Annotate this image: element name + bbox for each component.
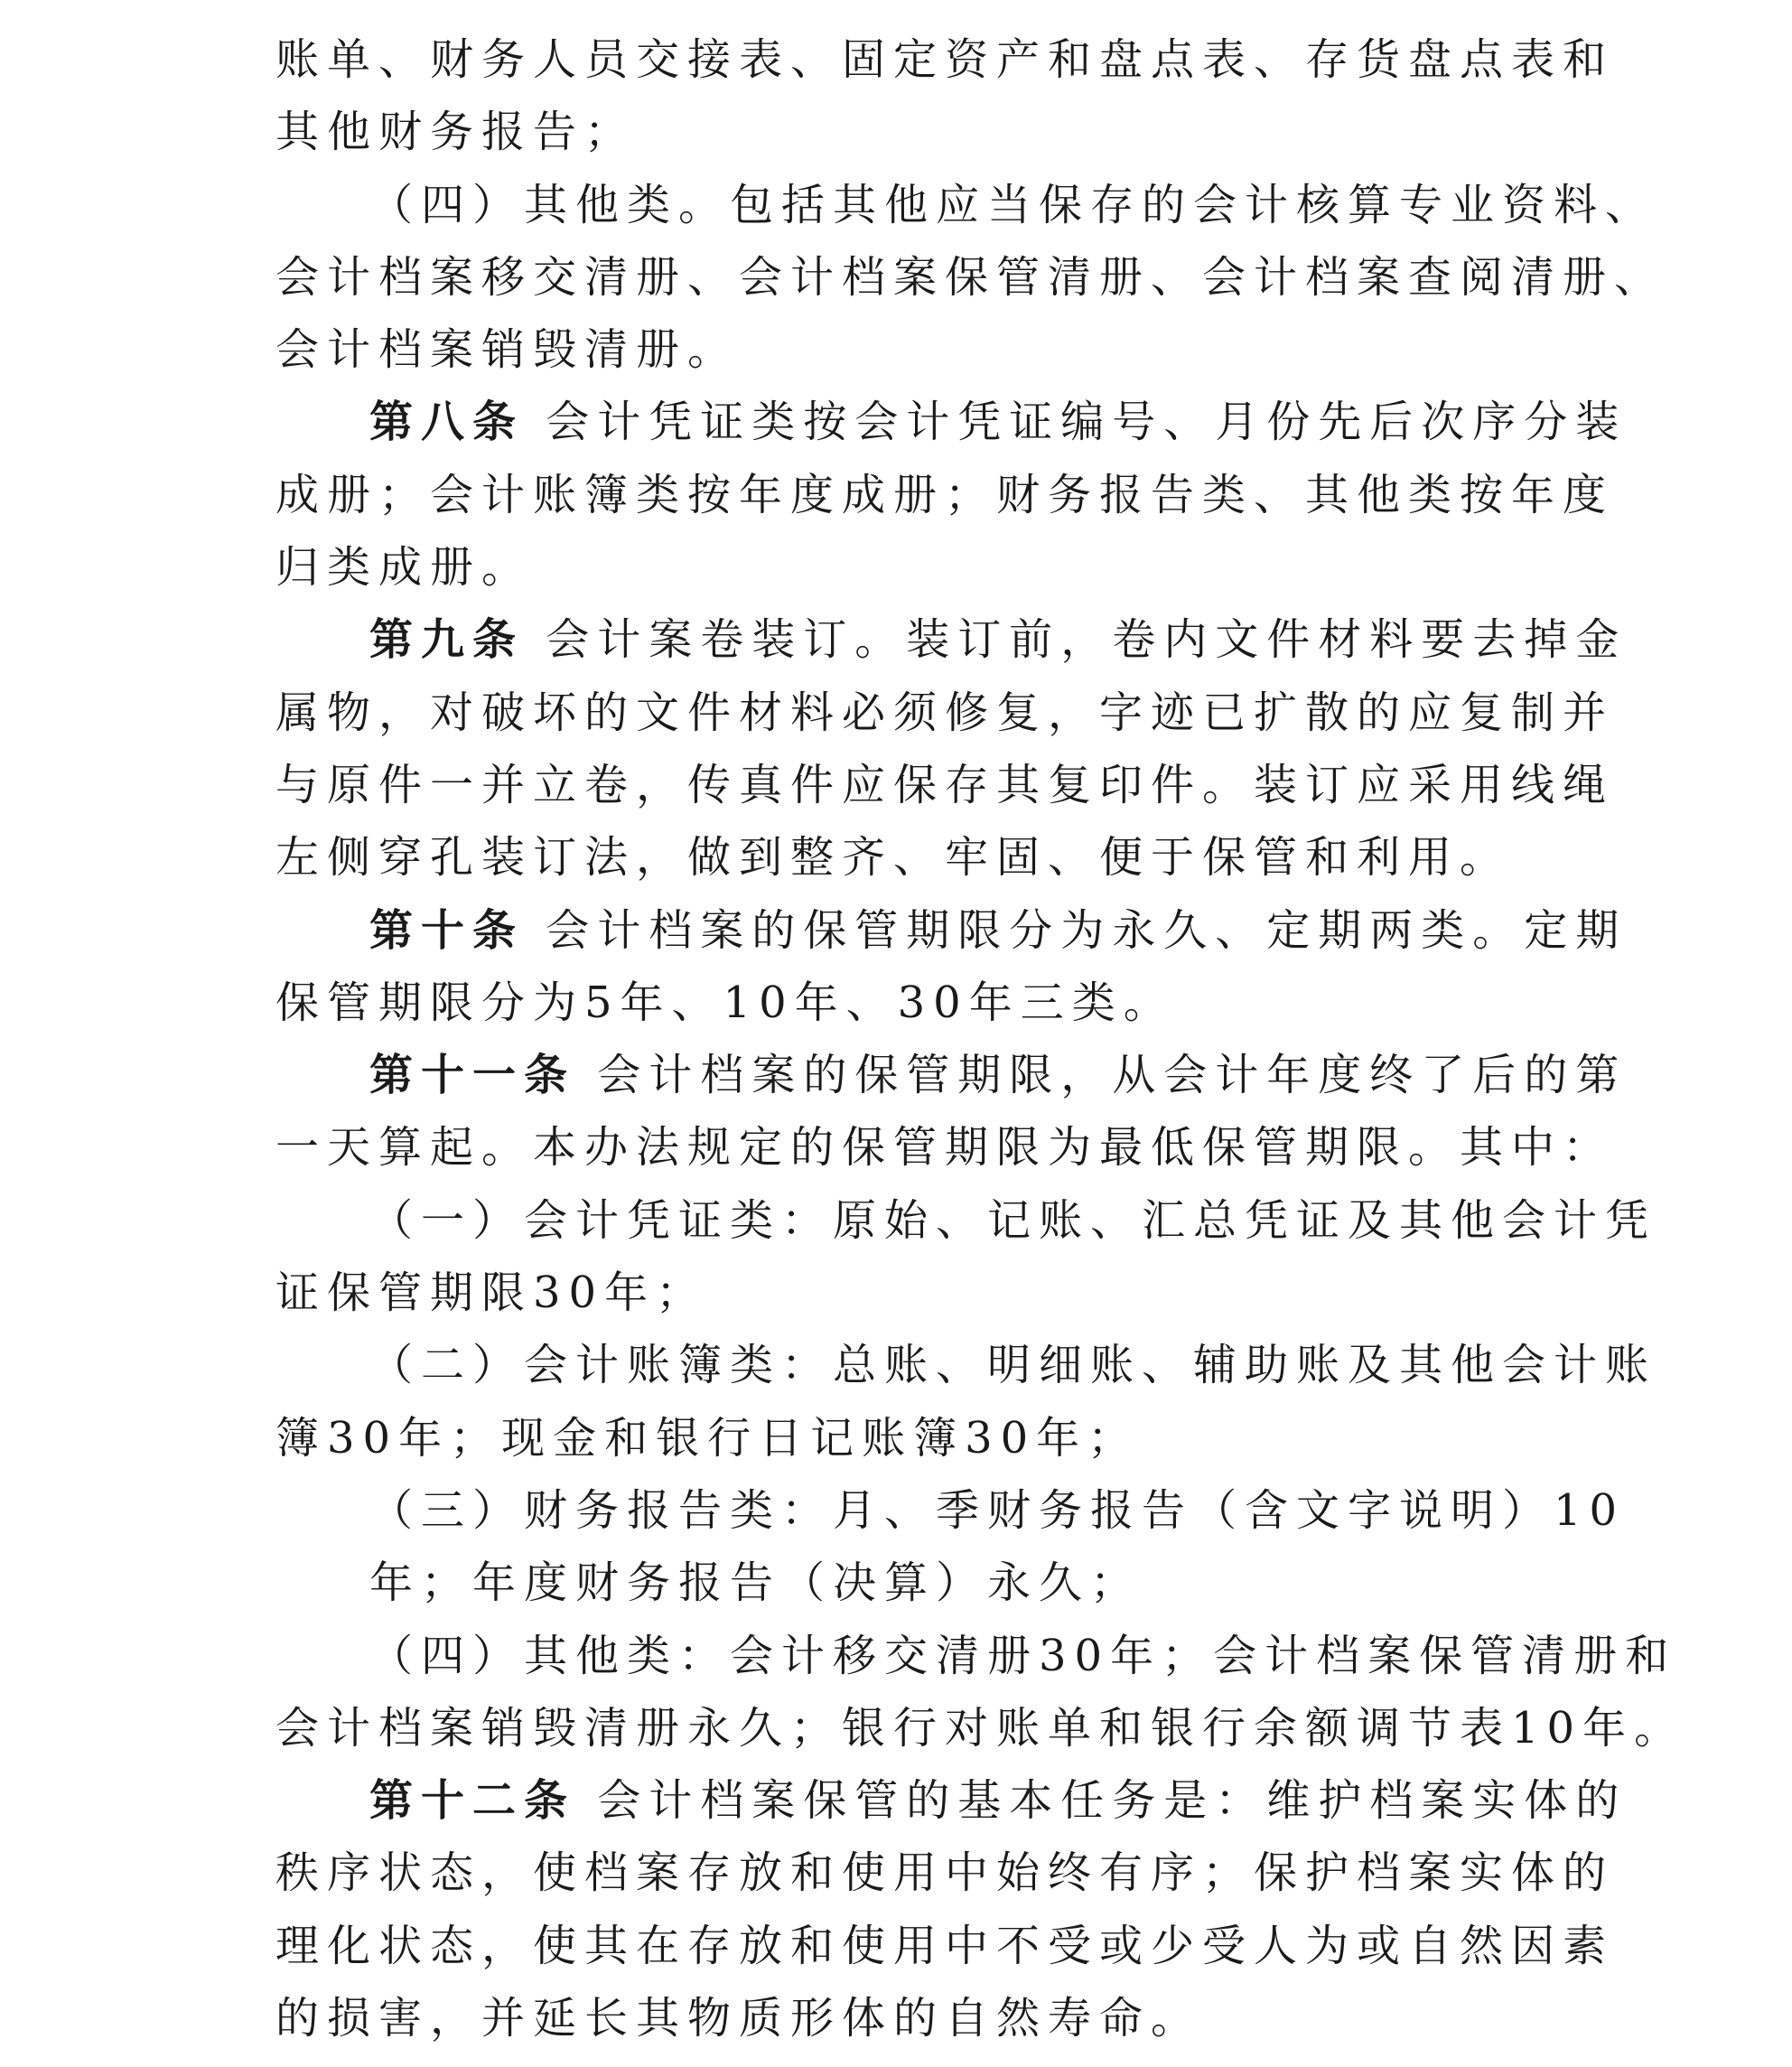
text-line-24: 会计档案销毁清册永久；银行对账单和银行余额调节表10年。 [275, 1702, 1686, 1754]
text-line-1: 账单、财务人员交接表、固定资产和盘点表、存货盘点表和 [275, 34, 1615, 85]
article-8-line [275, 386, 1628, 458]
text-line-28: 的损害，并延长其物质形体的自然寿命。 [275, 1993, 1203, 2044]
text-line-12: 左侧穿孔装订法，做到整齐、牢固、便于保管和利用。 [275, 832, 1512, 884]
text-line-27: 理化状态，使其在存放和使用中不受或少受人为或自然因素 [275, 1920, 1615, 1971]
text-line-4: 会计档案移交清册、会计档案保管清册、会计档案查阅清册、 [275, 251, 1666, 303]
article-9-line [275, 603, 1628, 676]
article-text: 会计档案的保管期限分为永久、定期两类。定期 [524, 904, 1628, 956]
article-text: 会计档案的保管期限，从会计年度终了后的第 [575, 1050, 1628, 1101]
text-line-5: 会计档案销毁清册。 [275, 324, 740, 376]
article-heading: 第十二条 [369, 1775, 576, 1827]
article-text: 会计档案保管的基本任务是：维护档案实体的 [575, 1775, 1628, 1827]
article-12-line [275, 1764, 1628, 1837]
text-line-16: 一天算起。本办法规定的保管期限为最低保管期限。其中： [275, 1122, 1615, 1174]
text-line-11: 与原件一并立卷，传真件应保存其复印件。装订应采用线绳 [275, 759, 1615, 810]
text-line-17: （一）会计凭证类：原始、记账、汇总凭证及其他会计凭 [369, 1194, 1657, 1246]
text-line-2: 其他财务报告； [275, 107, 637, 158]
text-line-21: （三）财务报告类：月、季财务报告（含文字说明）10 [369, 1484, 1626, 1536]
article-heading: 第十条 [369, 904, 525, 956]
article-text: 会计凭证类按会计凭证编号、月份先后次序分装 [524, 397, 1628, 448]
article-heading: 第十一条 [369, 1050, 576, 1101]
text-line-23: （四）其他类：会计移交清册30年；会计档案保管清册和 [369, 1630, 1677, 1681]
text-line-14: 保管期限分为5年、10年、30年三类。 [275, 977, 1175, 1028]
text-line-22: 年；年度财务报告（决算）永久； [369, 1557, 1143, 1609]
text-line-18: 证保管期限30年； [275, 1267, 708, 1319]
article-11-line [275, 1039, 1628, 1111]
article-text: 会计案卷装订。装订前，卷内文件材料要去掉金 [524, 614, 1628, 666]
text-line-19: （二）会计账簿类：总账、明细账、辅助账及其他会计账 [369, 1340, 1657, 1391]
article-heading: 第八条 [369, 397, 525, 448]
text-line-7: 成册；会计账簿类按年度成册；财务报告类、其他类按年度 [275, 469, 1615, 520]
text-line-26: 秩序状态，使档案存放和使用中始终有序；保护档案实体的 [275, 1847, 1615, 1899]
text-line-8: 归类成册。 [275, 542, 534, 594]
text-line-3: （四）其他类。包括其他应当保存的会计核算专业资料、 [369, 179, 1657, 230]
article-heading: 第九条 [369, 614, 525, 666]
text-line-20: 簿30年；现金和银行日记账簿30年； [275, 1412, 1140, 1464]
document-body [275, 23, 1686, 2054]
article-10-line [275, 894, 1628, 967]
text-line-10: 属物，对破坏的文件材料必须修复，字迹已扩散的应复制并 [275, 687, 1615, 738]
